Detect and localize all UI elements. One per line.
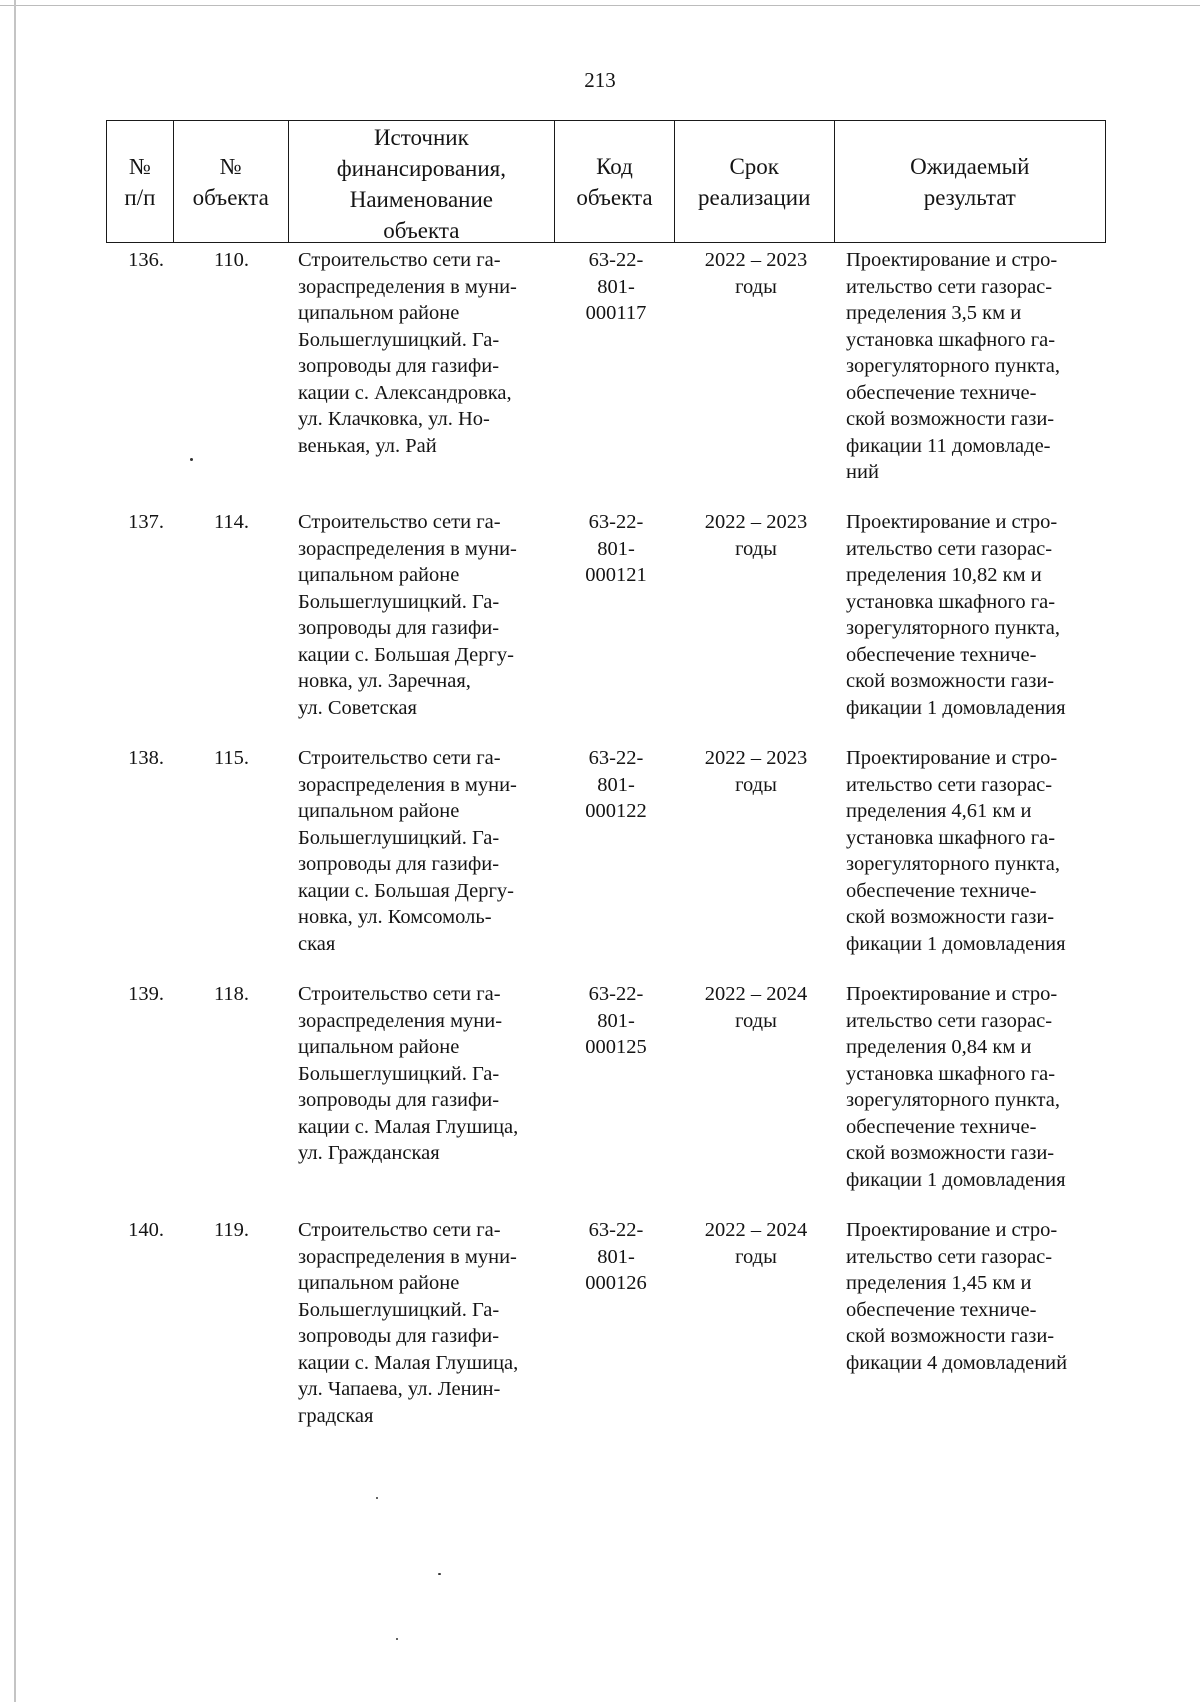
- row-result: Проектирование и стро- ительство сети газорас- пределения 3,5 км и установка шкафного га- зорегуляторного пункта, обеспечение техниче- ской возможности гази- фикации 11 домовладе- ний: [846, 249, 1060, 483]
- row-object-code: 63-22- 801- 000122: [585, 747, 647, 822]
- row-object-name: Строительство сети га- зораспределения муни- ципальном районе Большеглушицкий. Га- зопроводы для газифи- кации с. Малая Глушица, ул. Гражданская: [298, 983, 519, 1164]
- scan-speck: [376, 1497, 378, 1499]
- scan-speck: [396, 1638, 398, 1640]
- row-object-name: Строительство сети га- зораспределения в муни- ципальном районе Большеглушицкий. Га- зопроводы для газифи- кации с. Александровка, ул. Клачковка, ул. Но- венькая, ул. Рай: [298, 249, 517, 457]
- row-object-name: Строительство сети га- зораспределения в муни- ципальном районе Большеглушицкий. Га- зопроводы для газифи- кации с. Большая Дергу- новка, ул. Заречная, ул. Советская: [298, 511, 517, 719]
- row-object-num: 110.: [213, 249, 250, 271]
- row-result: Проектирование и стро- ительство сети газорас- пределения 10,82 км и установка шкафного га- зорегуляторного пункта, обеспечение техниче- ской возможности гази- фикации 1 домовладения: [846, 511, 1066, 719]
- row-term: 2022 – 2023 годы: [704, 511, 808, 560]
- header-result: Ожидаемый результат: [910, 153, 1030, 210]
- row-object-num: 114.: [213, 511, 250, 533]
- scan-speck: [438, 1573, 441, 1575]
- header-source: Источник финансирования, Наименование объекта: [289, 121, 555, 242]
- row-object-num: 115.: [213, 747, 250, 769]
- row-object-num: 118.: [213, 983, 250, 1005]
- scan-edge-top: [0, 5, 1200, 6]
- row-object-name: Строительство сети га- зораспределения в муни- ципальном районе Большеглушицкий. Га- зопроводы для газифи- кации с. Большая Дергу- новка, ул. Комсомоль- ская: [298, 747, 517, 955]
- header-num: № п/п: [107, 121, 174, 242]
- row-result: Проектирование и стро- ительство сети газорас- пределения 1,45 км и обеспечение техниче- ской возможности гази- фикации 4 домовладений: [846, 1219, 1068, 1374]
- header-code: Код объекта: [555, 121, 675, 242]
- row-object-code: 63-22- 801- 000121: [585, 511, 647, 586]
- row-object-code: 63-22- 801- 000117: [585, 249, 647, 324]
- table-header: [106, 120, 1106, 243]
- row-result: Проектирование и стро- ительство сети газорас- пределения 0,84 км и установка шкафного га- зорегуляторного пункта, обеспечение техниче- ской возможности гази- фикации 1 домовладения: [846, 983, 1066, 1191]
- row-num: 140.: [128, 1219, 164, 1241]
- row-num: 136.: [128, 249, 164, 271]
- row-num: 137.: [128, 511, 164, 533]
- scan-speck: [190, 458, 193, 461]
- row-term: 2022 – 2023 годы: [704, 747, 808, 796]
- row-object-num: 119.: [213, 1219, 250, 1241]
- header-object-num: № объекта: [174, 121, 289, 242]
- page-number: 213: [584, 68, 616, 92]
- row-num: 139.: [128, 983, 164, 1005]
- row-result: Проектирование и стро- ительство сети газорас- пределения 4,61 км и установка шкафного га- зорегуляторного пункта, обеспечение техниче- ской возможности гази- фикации 1 домовладения: [846, 747, 1066, 955]
- row-object-name: Строительство сети га- зораспределения в муни- ципальном районе Большеглушицкий. Га- зопроводы для газифи- кации с. Малая Глушица, ул. Чапаева, ул. Ленин- градская: [298, 1219, 519, 1427]
- row-term: 2022 – 2024 годы: [704, 983, 808, 1032]
- row-term: 2022 – 2023 годы: [704, 249, 808, 298]
- header-term: Срок реализации: [675, 121, 835, 242]
- row-object-code: 63-22- 801- 000126: [585, 1219, 647, 1294]
- row-term: 2022 – 2024 годы: [704, 1219, 808, 1268]
- scan-edge-left: [14, 0, 16, 1702]
- row-object-code: 63-22- 801- 000125: [585, 983, 647, 1058]
- row-num: 138.: [128, 747, 164, 769]
